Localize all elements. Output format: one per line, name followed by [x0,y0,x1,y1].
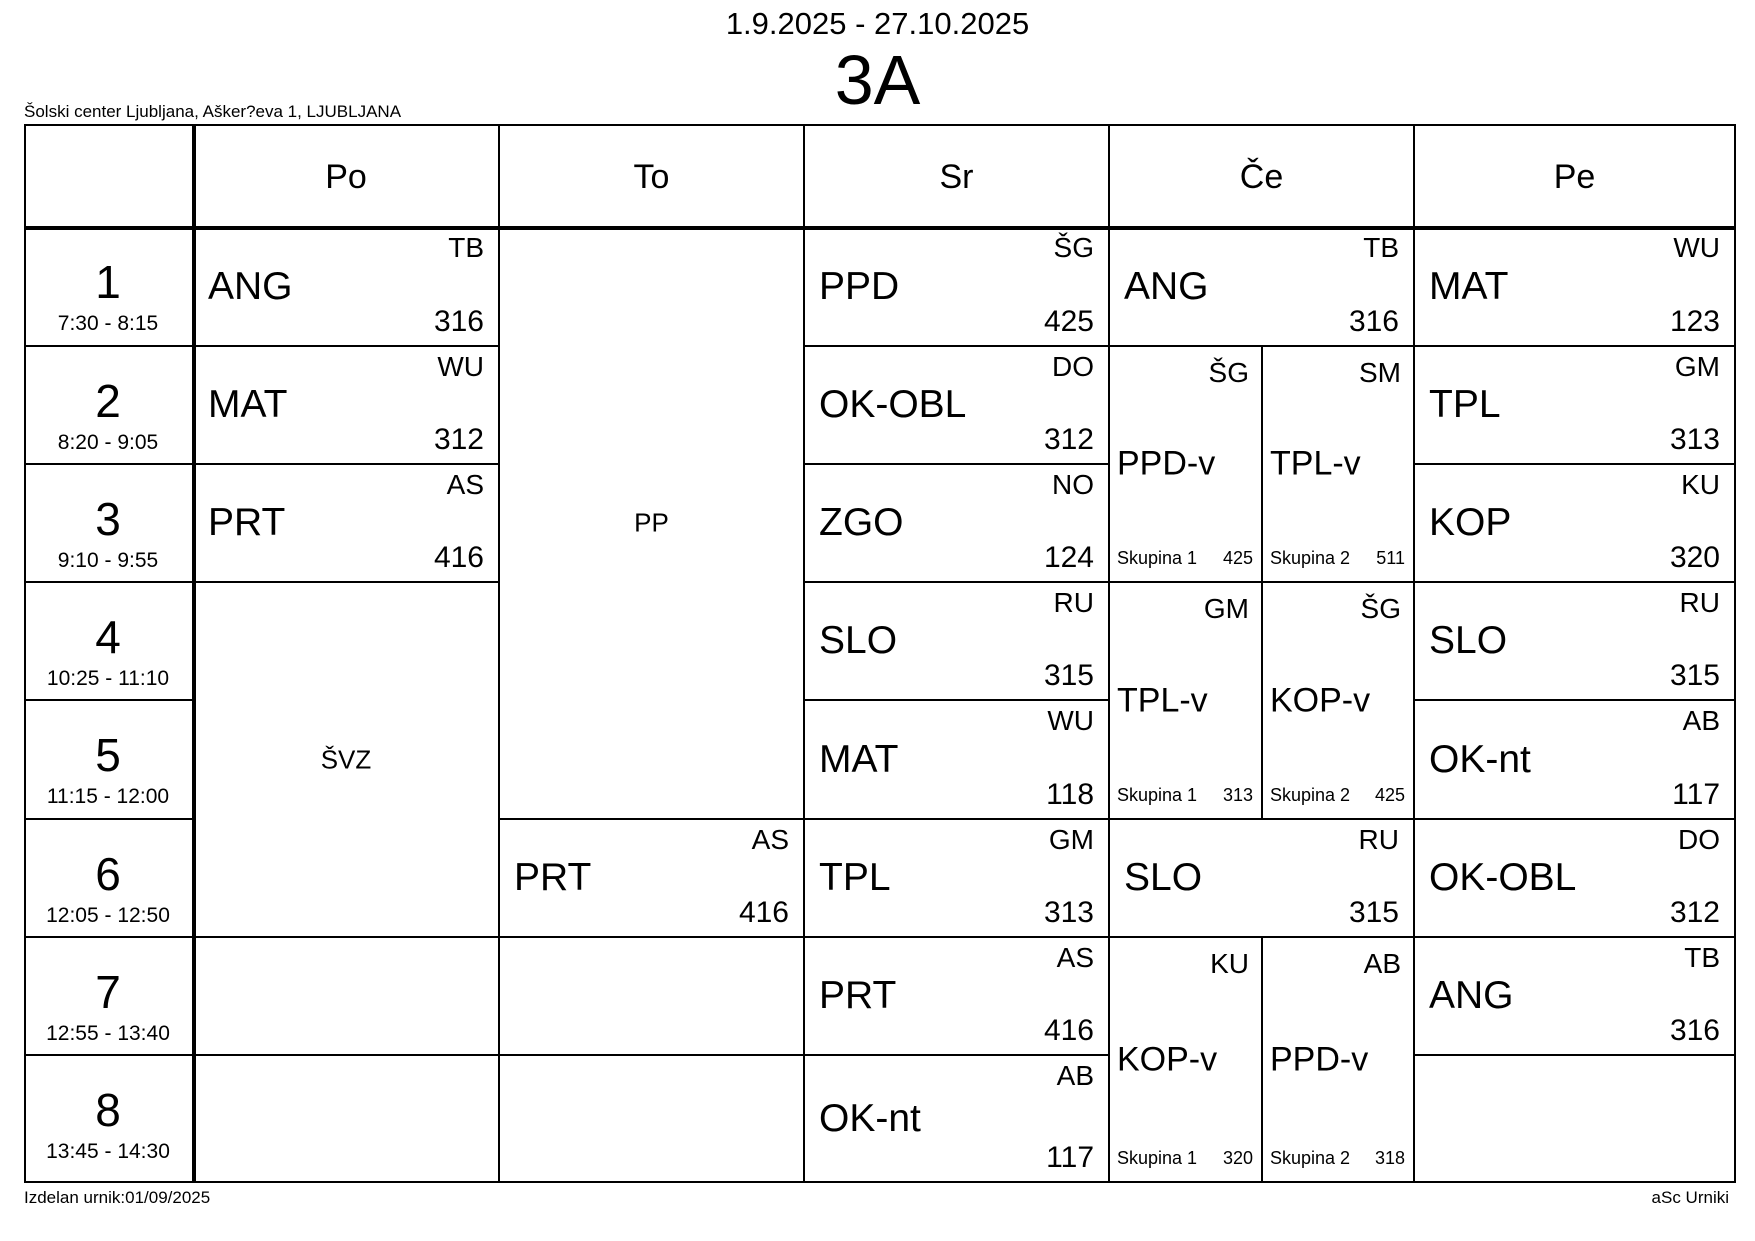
lesson-room: 316 [433,305,484,338]
day-label: Sr [939,158,974,196]
lesson-cell [805,1056,1110,1183]
day-label: Pe [1553,158,1596,196]
lesson-cell [500,820,805,938]
corner-cell [24,124,194,228]
lesson-room: 316 [1669,1014,1720,1047]
group-lesson-cell [1110,583,1263,820]
group-lesson-cell [1110,347,1263,583]
period-number: 1 [95,256,121,308]
lesson-subject: SLO [1429,619,1508,662]
lesson-teacher: RU [1358,824,1399,855]
lesson-teacher: WU [437,351,484,382]
school-name: Šolski center Ljubljana, Ašker?eva 1, LJUBLJANA [24,102,402,121]
lesson-teacher: GM [1674,351,1720,382]
empty-cell [194,938,500,1056]
software-name: aSc Urniki [1651,1188,1729,1207]
lesson-teacher: AB [1363,948,1401,979]
lesson-cell [1415,820,1736,938]
period-time: 10:25 - 11:10 [46,667,170,690]
timetable-grid [24,124,1736,1183]
block-cell [500,228,805,820]
lesson-room: 313 [1043,896,1094,929]
period-time: 7:30 - 8:15 [57,312,159,335]
lesson-cell [1110,228,1415,347]
lesson-room: 318 [1374,1148,1405,1168]
group-lesson-cell [1263,583,1415,820]
lesson-subject: MAT [1429,264,1509,308]
lesson-subject: OK-nt [819,1096,921,1140]
lesson-subject: OK-nt [1429,737,1531,781]
lesson-subject: ANG [1429,974,1514,1017]
lesson-teacher: TB [1684,942,1720,973]
lesson-group: Skupina 1 [1117,785,1198,805]
group-lesson-cell [1263,347,1415,583]
lesson-cell [1415,701,1736,820]
group-lesson-cell [1110,938,1263,1183]
period-number: 7 [95,966,121,1018]
lesson-teacher: AS [446,469,484,500]
group-lesson-cell [1263,938,1415,1183]
lesson-teacher: AB [1056,1060,1094,1091]
empty-cell [500,1056,805,1183]
lesson-room: 118 [1046,778,1094,811]
period-time: 9:10 - 9:55 [57,549,159,572]
day-header-1 [194,124,500,228]
block-label: ŠVZ [320,744,372,774]
day-label: To [633,158,670,196]
lesson-cell [805,465,1110,583]
lesson-cell [1415,583,1736,701]
period-time: 11:15 - 12:00 [46,785,170,808]
lesson-cell [1415,347,1736,465]
period-header-5 [24,701,194,820]
class-title: 3A [834,41,921,119]
lesson-teacher: WU [1673,232,1720,263]
lesson-cell [805,347,1110,465]
lesson-group: Skupina 1 [1117,548,1198,568]
lesson-room: 320 [1222,1148,1253,1168]
lesson-room: 312 [433,423,484,456]
lesson-subject: SLO [1124,856,1203,899]
period-time: 8:20 - 9:05 [57,431,159,454]
period-header-1 [24,228,194,347]
lesson-subject: ANG [1124,264,1209,308]
block-label: PP [634,507,669,538]
period-number: 2 [95,375,121,427]
lesson-room: 416 [738,896,789,929]
lesson-subject: PRT [819,974,897,1017]
lesson-cell [805,820,1110,938]
lesson-teacher: NO [1052,469,1094,500]
lesson-teacher: RU [1053,587,1094,618]
lesson-teacher: DO [1052,351,1094,382]
lesson-teacher: GM [1203,593,1249,624]
lesson-room: 416 [1043,1014,1094,1047]
lesson-cell [1415,465,1736,583]
lesson-subject: TPL [1429,383,1501,426]
lesson-teacher: DO [1678,824,1720,855]
lesson-room: 425 [1374,785,1405,805]
lesson-teacher: ŠG [1053,232,1094,263]
lesson-teacher: TB [1363,232,1399,263]
lesson-subject: MAT [819,737,899,781]
period-header-6 [24,820,194,938]
lesson-teacher: AS [751,824,789,855]
period-time: 12:55 - 13:40 [46,1022,170,1045]
lesson-teacher: RU [1679,587,1720,618]
lesson-room: 315 [1669,659,1720,692]
lesson-teacher: SM [1359,357,1401,388]
lesson-room: 320 [1669,541,1720,574]
day-header-5 [1415,124,1736,228]
lesson-room: 313 [1222,785,1253,805]
lesson-subject: PPD [819,264,900,308]
lesson-room: 425 [1222,548,1253,568]
lesson-cell [194,465,500,583]
lesson-subject: TPL-v [1117,681,1208,719]
lesson-subject: KOP-v [1270,681,1371,719]
day-label: Po [325,158,367,196]
period-number: 6 [95,848,121,900]
lesson-subject: TPL-v [1270,444,1361,483]
lesson-subject: MAT [208,383,288,426]
lesson-room: 124 [1043,541,1094,574]
lesson-cell [805,583,1110,701]
empty-cell [194,1056,500,1183]
lesson-subject: ANG [208,264,293,308]
day-header-2 [500,124,805,228]
empty-cell [1415,1056,1736,1183]
lesson-teacher: ŠG [1360,593,1401,624]
period-header-4 [24,583,194,701]
day-header-4 [1110,124,1415,228]
period-time: 12:05 - 12:50 [46,904,170,927]
date-range: 1.9.2025 - 27.10.2025 [725,6,1030,41]
block-cell [194,583,500,938]
lesson-room: 511 [1376,548,1405,568]
lesson-group: Skupina 1 [1117,1148,1198,1168]
lesson-teacher: ŠG [1208,357,1249,388]
lesson-room: 315 [1348,896,1399,929]
lesson-cell [1110,820,1415,938]
day-label: Če [1239,158,1284,196]
lesson-subject: OK-OBL [819,383,967,426]
period-number: 3 [95,493,121,545]
period-number: 4 [95,611,121,663]
lesson-subject: TPL [819,856,891,899]
lesson-cell [805,228,1110,347]
period-header-2 [24,347,194,465]
lesson-teacher: TB [448,232,484,263]
lesson-subject: PPD-v [1117,444,1216,483]
period-header-7 [24,938,194,1056]
lesson-room: 117 [1046,1141,1094,1174]
lesson-subject: KOP-v [1117,1040,1218,1078]
period-header-3 [24,465,194,583]
lesson-teacher: GM [1048,824,1094,855]
created-date: Izdelan urnik:01/09/2025 [24,1188,211,1207]
lesson-cell [805,701,1110,820]
lesson-group: Skupina 2 [1270,785,1351,805]
header-divider-line [24,228,1736,230]
lesson-subject: OK-OBL [1429,856,1577,899]
empty-cell [500,938,805,1056]
lesson-room: 123 [1669,305,1720,338]
lesson-room: 313 [1669,423,1720,456]
lesson-subject: ZGO [819,501,904,544]
lesson-subject: PPD-v [1270,1040,1369,1078]
lesson-room: 316 [1348,305,1399,338]
lesson-teacher: WU [1047,705,1094,736]
lesson-teacher: AB [1682,705,1720,736]
lesson-cell [1415,228,1736,347]
lesson-room: 117 [1672,778,1720,811]
lesson-group: Skupina 2 [1270,1148,1351,1168]
lesson-cell [805,938,1110,1056]
lesson-room: 425 [1043,305,1094,338]
lesson-teacher: KU [1681,469,1720,500]
period-header-8 [24,1056,194,1183]
period-number: 5 [95,729,121,781]
lesson-cell [194,347,500,465]
period-column-divider-line [194,124,196,1183]
period-number: 8 [95,1084,121,1136]
lesson-subject: PRT [514,856,592,899]
lesson-cell [194,228,500,347]
lesson-room: 312 [1669,896,1720,929]
period-time: 13:45 - 14:30 [46,1140,170,1163]
day-header-3 [805,124,1110,228]
lesson-subject: SLO [819,619,898,662]
lesson-group: Skupina 2 [1270,548,1351,568]
lesson-teacher: AS [1056,942,1094,973]
lesson-subject: PRT [208,501,286,544]
lesson-subject: KOP [1429,501,1512,544]
lesson-cell [1415,938,1736,1056]
lesson-room: 312 [1043,423,1094,456]
lesson-teacher: KU [1210,948,1249,979]
lesson-room: 416 [433,541,484,574]
lesson-room: 315 [1043,659,1094,692]
